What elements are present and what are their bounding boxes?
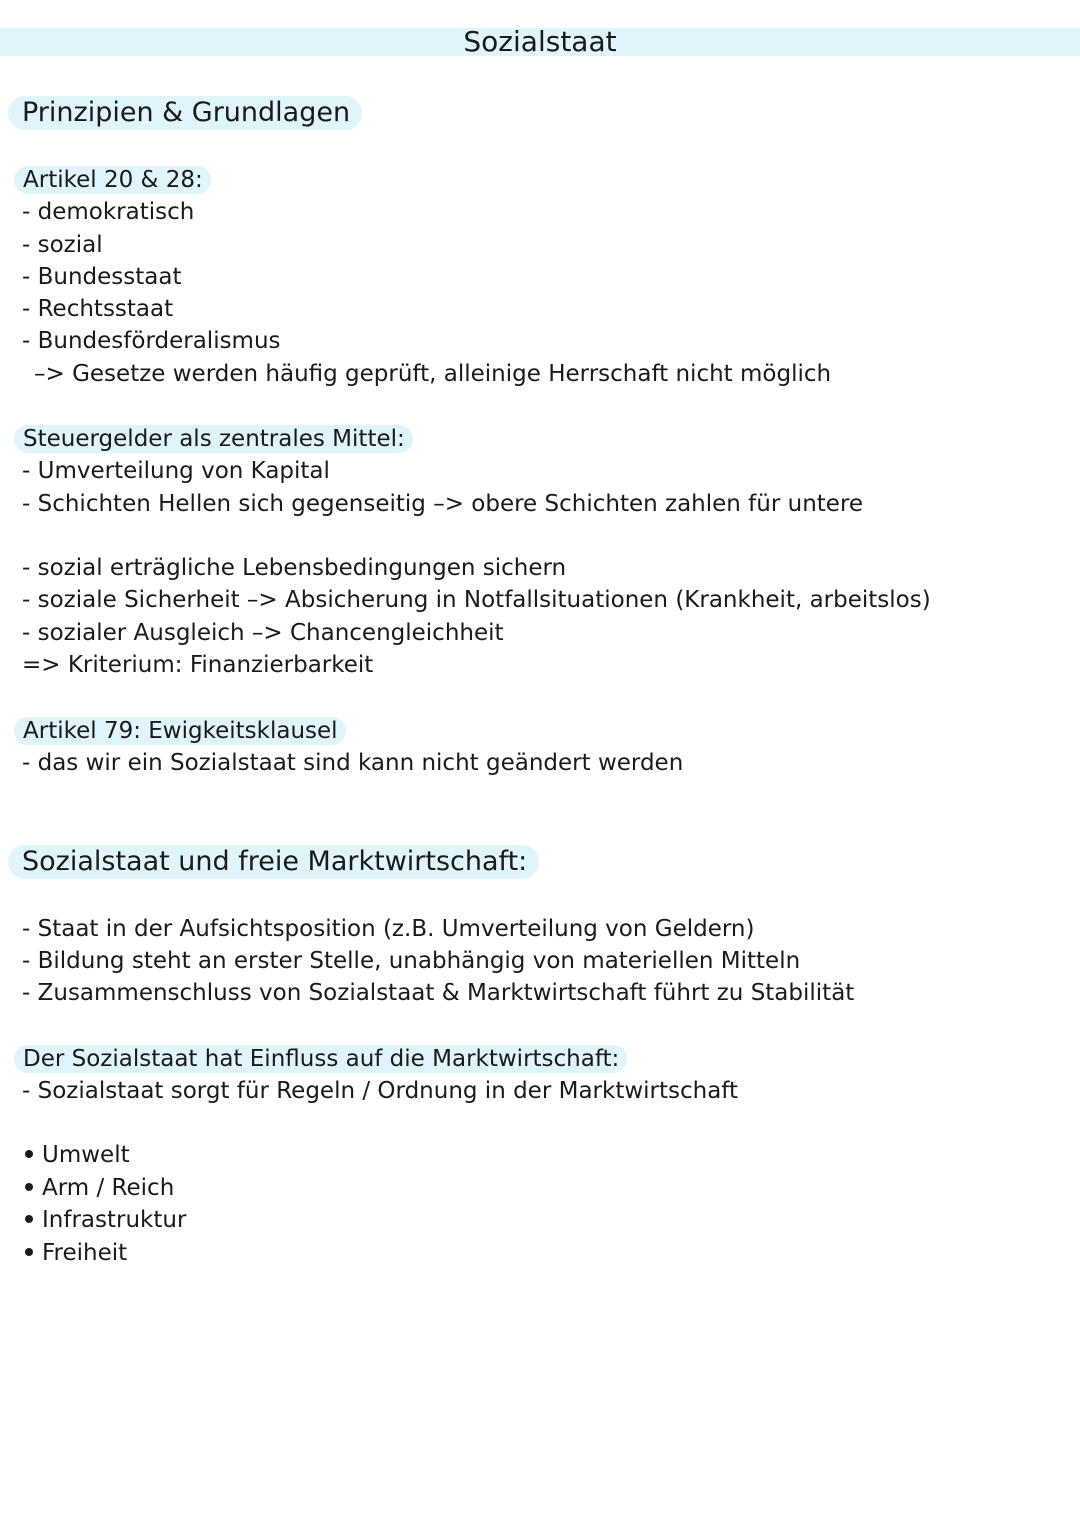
bullet-text: Arm / Reich (42, 1175, 175, 1201)
list-item: - Rechtsstaat (22, 296, 174, 322)
subheading-steuergelder: Steuergelder als zentrales Mittel: (14, 425, 413, 453)
criterion-line: => Kriterium: Finanzierbarkeit (22, 652, 374, 678)
bullet-item (22, 1205, 186, 1235)
list-item: - Bundesstaat (22, 264, 182, 290)
bullet-item (22, 1140, 130, 1170)
subheading-einfluss: Der Sozialstaat hat Einfluss auf die Marktwirtschaft: (14, 1045, 627, 1073)
list-item: - Zusammenschluss von Sozialstaat & Marktwirtschaft führt zu Stabilität (22, 980, 855, 1006)
list-item: - Umverteilung von Kapital (22, 458, 330, 484)
subheading-artikel-20-28: Artikel 20 & 28: (14, 166, 211, 194)
section-heading-prinzipien: Prinzipien & Grundlagen (8, 96, 362, 130)
bullet-dot-icon (25, 1248, 33, 1256)
bullet-text: Infrastruktur (42, 1207, 187, 1233)
list-item: - sozialer Ausgleich –> Chancengleichheit (22, 620, 504, 646)
bullet-item (22, 1238, 127, 1268)
list-item: - Bundesförderalismus (22, 328, 281, 354)
bullet-dot-icon (25, 1215, 33, 1223)
section-heading-marktwirtschaft: Sozialstaat und freie Marktwirtschaft: (8, 845, 539, 879)
list-item: - Bildung steht an erster Stelle, unabhängig von materiellen Mitteln (22, 948, 801, 974)
bullet-text: Freiheit (42, 1240, 128, 1266)
bullet-dot-icon (25, 1183, 33, 1191)
subheading-artikel-79: Artikel 79: Ewigkeitsklausel (14, 717, 346, 745)
list-item: - Sozialstaat sorgt für Regeln / Ordnung in der Marktwirtschaft (22, 1078, 739, 1104)
list-item: - demokratisch (22, 199, 195, 225)
list-item: - das wir ein Sozialstaat sind kann nicht geändert werden (22, 750, 684, 776)
bullet-item (22, 1173, 174, 1203)
page-title: Sozialstaat (463, 25, 617, 58)
note-line: –> Gesetze werden häufig geprüft, alleinige Herrschaft nicht möglich (34, 361, 832, 387)
list-item: - Staat in der Aufsichtsposition (z.B. Umverteilung von Geldern) (22, 916, 755, 942)
bullet-text: Umwelt (42, 1142, 130, 1168)
list-item: - Schichten Hellen sich gegenseitig –> obere Schichten zahlen für untere (22, 491, 864, 517)
bullet-dot-icon (25, 1150, 33, 1158)
list-item: - sozial erträgliche Lebensbedingungen sichern (22, 555, 567, 581)
list-item: - soziale Sicherheit –> Absicherung in Notfallsituationen (Krankheit, arbeitslos) (22, 587, 931, 613)
list-item: - sozial (22, 232, 103, 258)
